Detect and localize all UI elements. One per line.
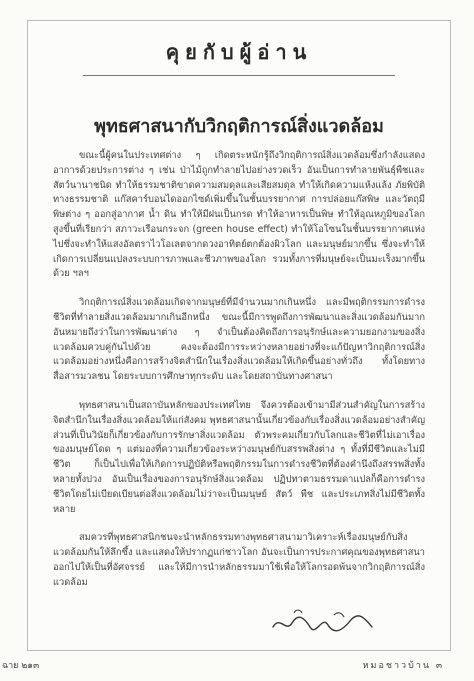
column-title: คุยกับผู้อ่าน — [165, 40, 313, 64]
page-frame — [27, 20, 451, 651]
column-header — [28, 21, 450, 93]
article-title: พุทธศาสนากับวิกฤติการณ์สิ่งแวดล้อม — [94, 116, 384, 137]
header-divider — [83, 75, 395, 76]
page-number-left: ฉาย ๒๑๓ — [2, 661, 40, 671]
article-body — [53, 149, 425, 605]
article-paragraph: วิกฤติการณ์สิ่งแวดล้อมเกิดจากมนุษย์ที่มีจำนวนมากเกินหนึ่ง และมีพฤติกรรมการดำรงชีวิตที่ทำลายสิ่งแวดล้อมมากเกินอีกหนึ่ง ขณะนี้มีการพูดถึงการพัฒนาและสิ่งแวดล้อมกันมาก อันหมายถึงว่าในการพัฒนาต่าง ๆ จำเป็นต้องคิดถึงการอนุรักษ์และความยอกงามของสิ่งแวดล้อมควบคู่กันไปด้วย คงจะต้องมีการระหว่างหลายอย่างที่จะแก้ปัญหาวิกฤติการณ์สิ่งแวดล้อมอย่างหนึ่งคือการสร้างจิตสำนึกในเรื่องสิ่งแวดล้อมให้เกิดขึ้นอย่างทั่วถึง ทั้งโดยทางสื่อสารมวลชน โดยระบบการศึกษาทุกระดับ และโดยสถาบันทางศาสนา — [53, 297, 425, 383]
author-signature — [268, 605, 378, 641]
article-paragraph: พุทธศาสนาเป็นสถาบันหลักของประเทศไทย จึงควรต้องเข้ามามีส่วนสำคัญในการสร้างจิตสำนึกในเรื่องสิ่งแวดล้อมให้แก่สังคม พุทธศาสนานั้นเกี่ยวข้องกับเรื่องสิ่งแวดล้อมอย่างสำคัญ ส่วนที่เป็นวินัยก็เกี่ยวข้องกับการรักษาสิ่งแวดล้อม ตัวพระคมเกี่ยวกับโลกและชีวิตที่ไม่เอาเรื่องของมนุษย์โดด ๆ แต่มองที่ความเกี่ยวข้องระหว่างมนุษย์กับสรรพสิ่งต่าง ๆ ทั้งที่มีชีวิตและไม่มีชีวิต ก็เป็นไปเพื่อให้เกิดการปฏิบัติหรือพฤติกรรมในการดำรงชีวิตที่ต้องคำนึงถึงสรรพสิ่งทั้งหลายทั้งปวง อันเป็นเรื่องของการอนุรักษ์สิ่งแวดล้อม ปฏิปทาตามธรรมดาแปลก็คือการดำรงชีวิตโดยไม่เบียดเบียนต่อสิ่งแวดล้อมไม่ว่าจะเป็นมนุษย์ สัตว์ พืช และประเภทสิ่งไม่มีชีวิตทั้งหลาย — [53, 399, 425, 515]
article-paragraph: ขณะนี้ผู้คนในประเทศต่าง ๆ เกิดตระหนักรู้ถึงวิกฤติการณ์สิ่งแวดล้อมซึ่งกำลังแสดงอาการด้วยประการต่าง ๆ เช่น ป่าไม้ถูกทำลายไปอย่างรวดเร็ว อันเป็นการทำลายพันธุ์พืชและสัตว์นานาชนิด ทำให้ธรรมชาติขาดความสมดุลและเสียสมดุล ทำให้เกิดความแห้งแล้ง ภัยพิบัติทางธรรมชาติ แก๊สคาร์บอนไดออกไซด์เพิ่มขึ้นในชั้นบรรยากาศ การปล่อยแก๊สพิษ และวัตถุมีพิษต่าง ๆ ออกสู่อากาศ น้ำ ดิน ทำให้มีฝนเป็นกรด ทำให้อาหารเป็นพิษ ทำให้อุณหภูมิของโลกสูงขึ้นที่เรียกว่า สภาวะเรือนกระจก (green house effect) ทำให้โอโซนในชั้นบรรยากาศแห่งไปซึ่งจะทำให้แสงอัลตราไวโอเลตจากดวงอาทิตย์ตกต้องผิวโลก และมนุษย์มากขึ้น ซึ่งจะทำให้เกิดการเปลี่ยนแปลงระบบการภาพและชีวภาพของโลก รวมทั้งการที่มนุษย์จะเป็นมะเร็งมากขึ้นด้วย ฯลฯ — [53, 150, 425, 280]
article-paragraph: สมควรที่พุทธศาสนิกชนจะนำหลักธรรมทางพุทธศาสนามาวิเคราะห์เรื่องมนุษย์กับสิ่งแวดล้อมกันให้ลึกซึ้ง และแสดงให้ปรากฏแก่ชาวโลก อันจะเป็นการประกาศคุณของพุทธศาสนาออกไปให้เป็นที่อัศจรรย์ และให้มีการนำหลักธรรมมาใช้เพื่อให้โลกรอดพ้นจากวิกฤติการณ์สิ่งแวดล้อม — [53, 532, 425, 588]
publication-footer: หมอชาวบ้าน ๓ — [362, 661, 444, 671]
